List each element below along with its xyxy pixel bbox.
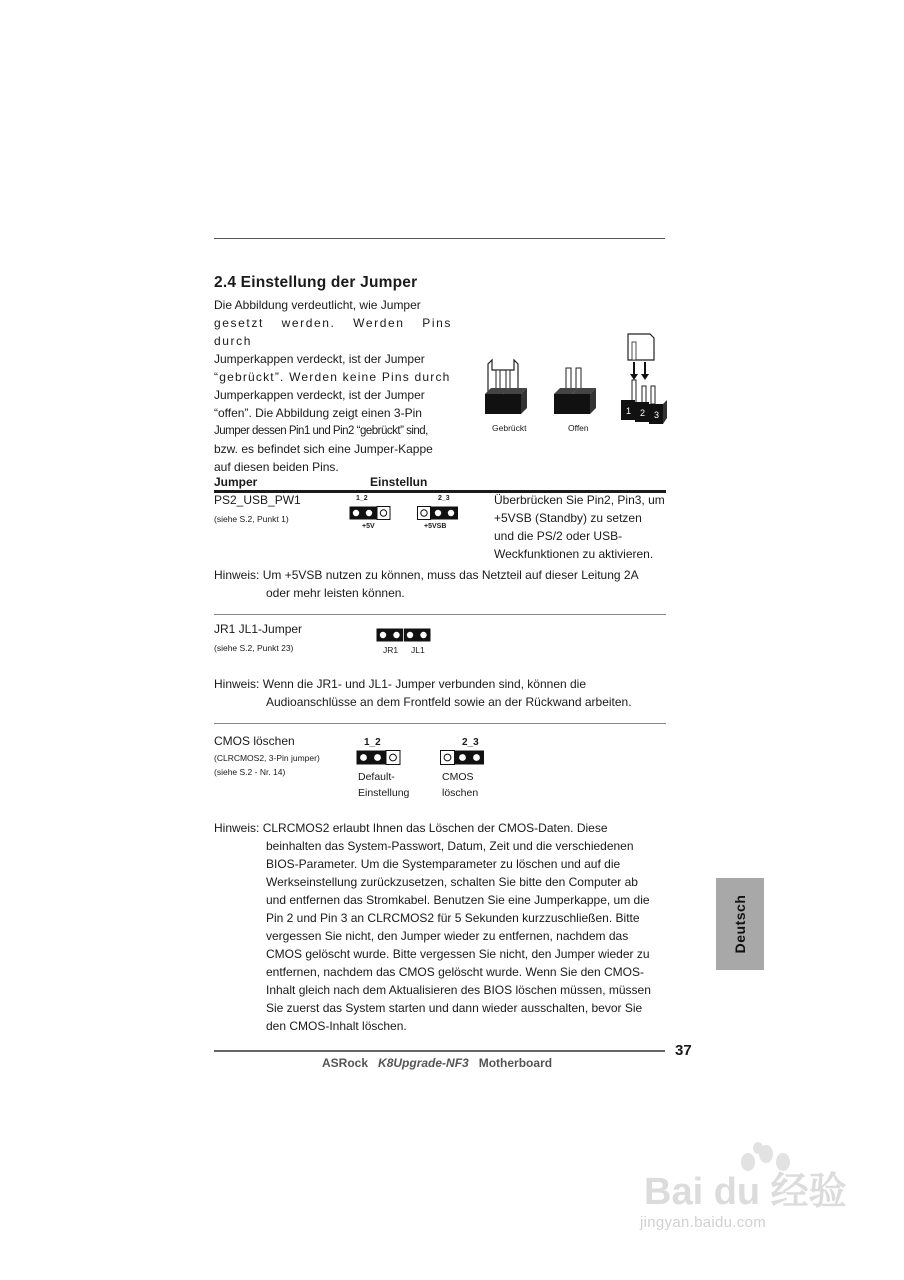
cmos-jumper-pins-1-2 — [356, 750, 402, 766]
cmos-jumper-ref: (siehe S.2 - Nr. 14) — [214, 767, 286, 777]
footer-title — [322, 1056, 552, 1070]
note-label: Hinweis: — [214, 821, 260, 835]
jr1-jl1-jumper-pins — [376, 628, 432, 643]
watermark-logo-text: Bai du 经验 — [644, 1171, 847, 1212]
note-line: entfernen, nachdem das CMOS gelöscht wurde. Wenn Sie den CMOS- — [266, 965, 644, 979]
intro-line: gesetzt werden. Werden Pins durch — [214, 316, 452, 348]
note-line: Werkseinstellung zurückzusetzen, schalten Sie bitte den Computer ab — [266, 875, 638, 889]
ps2-5vsb-label: +5VSB — [424, 523, 447, 530]
intro-line: Jumper dessen Pin1 und Pin2 “gebrückt” sind, — [214, 425, 428, 437]
ps2-5v-label: +5V — [362, 523, 375, 530]
ps2-pin23-label: 2_3 — [438, 495, 450, 502]
intro-line: Jumperkappen verdeckt, ist der Jumper — [214, 352, 425, 366]
top-rule — [214, 238, 665, 239]
jr1-pin-label: JR1 — [383, 645, 399, 655]
cmos-pin23-label: 2_3 — [462, 737, 479, 748]
ps2-note — [214, 566, 666, 602]
language-side-tab — [716, 878, 764, 970]
desc-line: Weckfunktionen zu aktivieren. — [494, 547, 654, 561]
note-line: vergessen Sie nicht, den Jumper wieder zu entfernen, nachdem das — [266, 929, 629, 943]
section-title: 2.4 Einstellung der Jumper — [214, 274, 418, 291]
caption-line: löschen — [442, 787, 479, 799]
note-line: den CMOS-Inhalt löschen. — [266, 1019, 407, 1033]
figure-label-shorted: Gebrückt — [492, 423, 527, 433]
baidu-watermark-logo — [640, 1140, 870, 1212]
note-line: CMOS gelöscht wurde. Bitte vergessen Sie nicht, den Jumper wieder zu — [266, 947, 650, 961]
intro-line: auf diesen beiden Pins. — [214, 460, 339, 474]
row-separator — [214, 614, 666, 615]
caption-line: CMOS — [442, 771, 474, 783]
ps2-jumper-pins-2-3 — [417, 506, 459, 521]
jr1-jumper-ref: (siehe S.2, Punkt 23) — [214, 643, 294, 653]
row-separator — [214, 723, 666, 724]
desc-line: Überbrücken Sie Pin2, Pin3, um — [494, 493, 665, 507]
language-side-tab-label: Deutsch — [732, 894, 748, 954]
note-line: Wenn die JR1- und JL1- Jumper verbunden sind, können die — [262, 677, 587, 691]
footer-product: Motherboard — [478, 1056, 553, 1070]
ps2-description — [494, 491, 670, 563]
note-line: beinhalten das System-Passwort, Datum, Zeit und die verschiedenen — [266, 839, 634, 853]
note-line: und entfernen das Stromkabel. Benutzen Sie eine Jumperkappe, um die — [266, 893, 650, 907]
note-line: CLRCMOS2 erlaubt Ihnen das Löschen der CMOS-Daten. Diese — [262, 821, 608, 835]
note-line: Pin 2 und Pin 3 an CLRCMOS2 für 5 Sekunden kurzzuschließen. Bitte — [266, 911, 640, 925]
caption-line: Default- — [358, 771, 395, 783]
figure-label-open: Offen — [568, 423, 589, 433]
note-line: Inhalt gleich nach dem Aktualisieren des BIOS löschen müssen, müssen — [266, 983, 651, 997]
note-label: Hinweis: — [214, 568, 260, 582]
desc-line: +5VSB (Standby) zu setzen — [494, 511, 642, 525]
caption-line: Einstellung — [358, 787, 410, 799]
pin-number-3: 3 — [654, 410, 660, 420]
open-jumper-illustration — [554, 368, 596, 414]
note-line: Sie zuerst das System starten und dann wieder ausschalten, bevor Sie — [266, 1001, 643, 1015]
note-line: BIOS-Parameter. Um die Systemparameter zu löschen und auf die — [266, 857, 621, 871]
desc-line: und die PS/2 oder USB- — [494, 529, 623, 543]
intro-line: “gebrückt”. Werden keine Pins durch — [214, 370, 451, 384]
watermark-url: jingyan.baidu.com — [640, 1214, 767, 1231]
intro-line: “offen”. Die Abbildung zeigt einen 3-Pin — [214, 406, 422, 420]
page-number: 37 — [675, 1042, 692, 1059]
column-header-jumper: Jumper — [214, 475, 258, 489]
intro-line: Jumperkappen verdeckt, ist der Jumper — [214, 388, 425, 402]
footer-model: K8Upgrade-NF3 — [378, 1056, 469, 1070]
pin-number-2: 2 — [640, 408, 646, 418]
cmos-clear-caption — [442, 769, 478, 801]
column-header-setting: Einstellun — [370, 475, 428, 489]
note-line: Audioanschlüsse an dem Frontfeld sowie an der Rückwand arbeiten. — [266, 695, 632, 709]
jumper-figure — [478, 330, 668, 434]
cmos-jumper-ref: (CLRCMOS2, 3-Pin jumper) — [214, 753, 320, 763]
ps2-jumper-pins-1-2 — [349, 506, 391, 521]
shorted-jumper-illustration — [485, 360, 527, 414]
note-line: oder mehr leisten können. — [266, 586, 405, 600]
ps2-jumper-ref: (siehe S.2, Punkt 1) — [214, 514, 289, 524]
cmos-default-caption — [358, 769, 409, 801]
note-line: Um +5VSB nutzen zu können, muss das Netzteil auf dieser Leitung 2A — [262, 568, 639, 582]
cmos-note — [214, 819, 666, 1035]
ps2-jumper-name: PS2_USB_PW1 — [214, 493, 301, 507]
pin-number-1: 1 — [626, 406, 632, 416]
ps2-pin12-label: 1_2 — [356, 495, 368, 502]
intro-paragraph — [214, 296, 452, 476]
cmos-pin12-label: 1_2 — [364, 737, 381, 748]
cmos-jumper-name: CMOS löschen — [214, 734, 295, 748]
intro-line: bzw. es befindet sich eine Jumper-Kappe — [214, 442, 433, 456]
note-label: Hinweis: — [214, 677, 260, 691]
jr1-jumper-name: JR1 JL1-Jumper — [214, 622, 303, 636]
intro-line: Die Abbildung verdeutlicht, wie Jumper — [214, 298, 421, 312]
jr1-note — [214, 675, 666, 711]
footer-rule — [214, 1050, 665, 1052]
jl1-pin-label: JL1 — [411, 645, 425, 655]
footer-brand: ASRock — [322, 1056, 369, 1070]
cmos-jumper-pins-2-3 — [440, 750, 486, 766]
